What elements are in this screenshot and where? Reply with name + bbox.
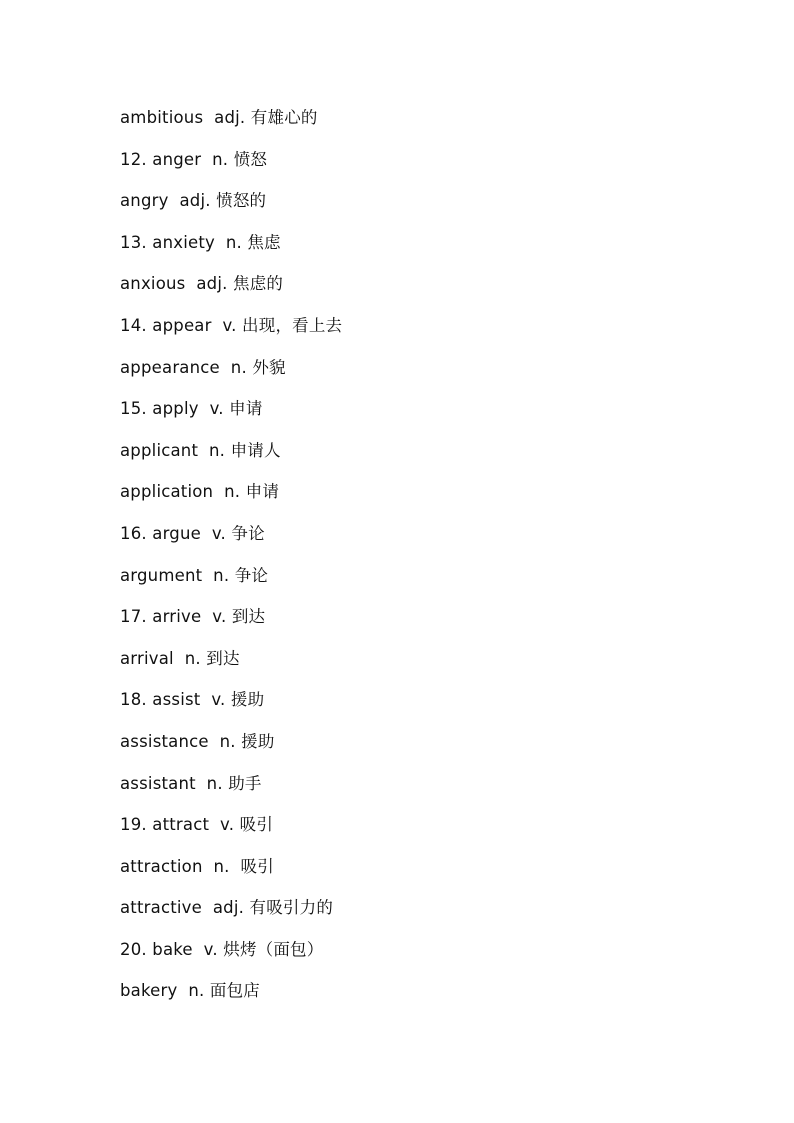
vocab-entry: anxious adj. 焦虑的 xyxy=(120,274,284,294)
vocab-entry: attraction n. 吸引 xyxy=(120,856,274,876)
vocab-entry: 12. anger n. 愤怒 xyxy=(120,149,268,169)
vocab-entry: 15. apply v. 申请 xyxy=(120,399,263,419)
vocab-entry: applicant n. 申请人 xyxy=(120,440,281,460)
vocab-entry: 16. argue v. 争论 xyxy=(120,523,265,543)
vocab-entry: arrival n. 到达 xyxy=(120,648,240,668)
vocab-entry: bakery n. 面包店 xyxy=(120,981,260,1001)
vocab-entry: 19. attract v. 吸引 xyxy=(120,815,274,835)
vocab-entry: appearance n. 外貌 xyxy=(120,357,286,377)
vocab-entry: assistant n. 助手 xyxy=(120,773,262,793)
vocab-entry: 20. bake v. 烘烤（面包） xyxy=(120,939,324,959)
vocab-entry: assistance n. 援助 xyxy=(120,731,275,751)
vocab-entry: 18. assist v. 援助 xyxy=(120,690,265,710)
vocab-entry: 14. appear v. 出现，看上去 xyxy=(120,315,343,335)
vocab-entry: application n. 申请 xyxy=(120,482,280,502)
vocab-entry: angry adj. 愤怒的 xyxy=(120,191,267,211)
vocab-entry: ambitious adj. 有雄心的 xyxy=(120,108,318,127)
vocab-entry: argument n. 争论 xyxy=(120,565,269,585)
vocab-entry: 17. arrive v. 到达 xyxy=(120,607,266,627)
vocabulary-list xyxy=(120,104,342,1019)
vocab-entry: attractive adj. 有吸引力的 xyxy=(120,898,334,918)
vocab-entry: 13. anxiety n. 焦虑 xyxy=(120,232,281,252)
